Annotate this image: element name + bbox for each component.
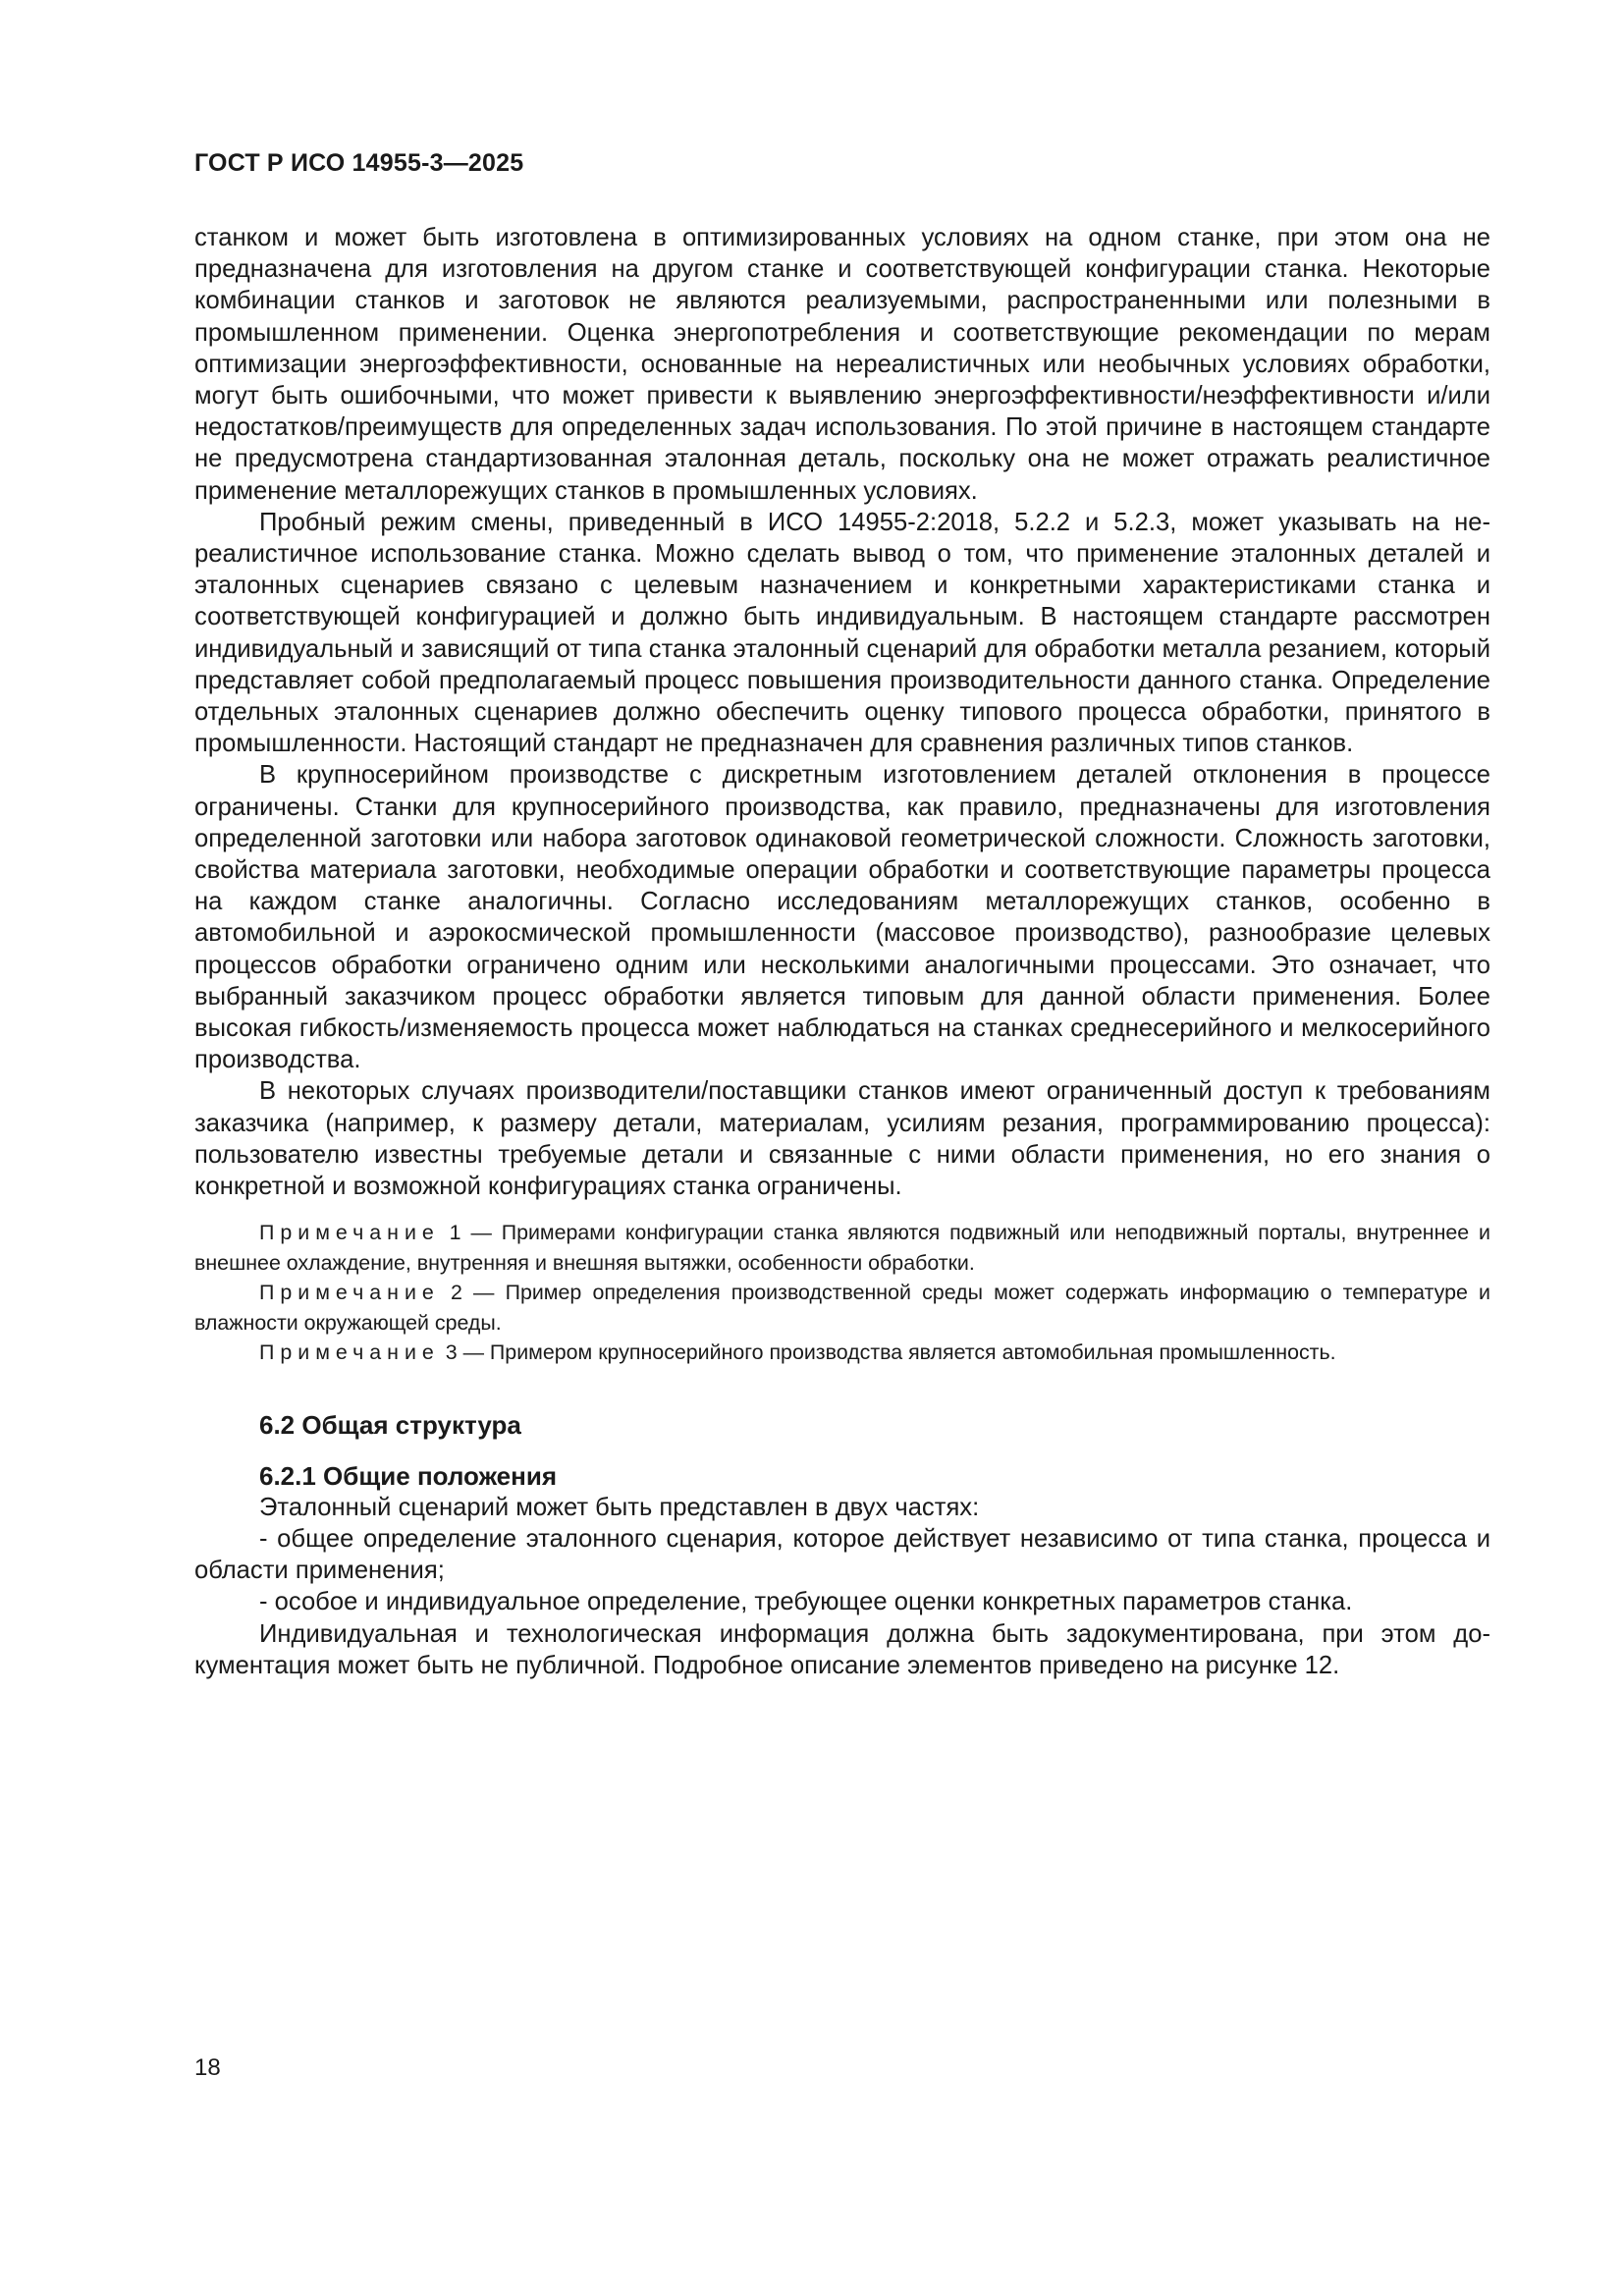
note-label: Примечание xyxy=(259,1281,440,1305)
document-body xyxy=(194,222,1490,1681)
note-label: Примечание xyxy=(259,1340,440,1365)
page-number: 18 xyxy=(194,2054,221,2081)
paragraph-2: Пробный режим смены, приведенный в ИСО 14955-2:2018, 5.2.2 и 5.2.3, может указывать на нереалистичное использование станка. Можно сделать вывод о том, что применение эталонных деталей и эталонных сценариев связано с целевым назначением и конкретными характеристиками станка и соответствующей конфигурацией и должно быть индивидуальным. В настоящем стандарте рассмотрен индивидуальный и зависящий от типа станка эталонный сценарий для обработки металла резанием, который представляет собой предполагаемый процесс повышения производительности данного станка. Определение отдельных эталонных сценариев должно обеспечить оценку типового процесса обработки, принятого в промышленности. Настоящий стандарт не предназначен для сравнения различных типов станков. xyxy=(194,508,1490,758)
note-3 xyxy=(194,1338,1490,1368)
notes-block xyxy=(194,1218,1490,1368)
list-item: - общее определение эталонного сценария, которое действует независимо от типа станка, процесса и области применения; xyxy=(194,1525,1490,1585)
document-header: ГОСТ Р ИСО 14955-3—2025 xyxy=(194,149,524,177)
note-label: Примечание xyxy=(259,1221,440,1245)
note-text: 1 — Примерами конфигурации станка являются подвижный или неподвижный порталы, внутреннее и внешнее охлаждение, внутренняя и внешняя вытяжки, особенности обработки. xyxy=(194,1221,1490,1275)
paragraph-4: В некоторых случаях производители/поставщики станков имеют ограниченный доступ к требованиям заказчика (например, к размеру детали, материалам, усилиям резания, программированию процесса): пользователю известны требуемые детали и связанные с ними области применения, но его знания о конкретной и возможной конфигурациях станка ограничены. xyxy=(194,1077,1490,1201)
paragraph-3: В крупносерийном производстве с дискретным изготовлением деталей отклонения в процессе ограничены. Станки для крупносерийного производства, как правило, предназначены для изготовления определенной заготовки или набора заготовок одинаковой геометрической сложности. Сложность заготовки, свойства материала заготовки, необходимые операции обработки и соответствующие параметры процесса на каждом станке аналогичны. Согласно исследованиям металлорежущих станков, особенно в автомобильной и аэрокосмической промышленности (массовое производство), разнообразие целевых процессов обработки ограничено одним или несколькими аналогичными процессами. Это означает, что выбранный заказчиком процесс обработки является типовым для данной области применения. Более высокая гибкость/изменяемость процесса может наблюдаться на станках среднесерийного и мелкосерийного производства. xyxy=(194,761,1490,1074)
note-2 xyxy=(194,1278,1490,1338)
note-text: 3 — Примером крупносерийного производства является автомобильная промышленность. xyxy=(439,1340,1336,1365)
section-heading: 6.2 Общая структура xyxy=(259,1409,521,1440)
section-closing: Индивидуальная и технологическая информация должна быть задокументирована, при этом документация может быть не публичной. Подробное описание элементов приведено на рисунке 12. xyxy=(194,1619,1490,1679)
subsection-heading: 6.2.1 Общие положения xyxy=(259,1460,557,1491)
section-intro: Эталонный сценарий может быть представлен в двух частях: xyxy=(259,1493,980,1521)
note-1 xyxy=(194,1218,1490,1278)
note-text: 2 — Пример определения производственной среды может содержать информацию о температуре и влажности окружающей среды. xyxy=(194,1281,1490,1335)
list-item: - особое и индивидуальное определение, требующее оценки конкретных параметров станка. xyxy=(259,1588,1353,1616)
paragraph-1: станком и может быть изготовлена в оптимизированных условиях на одном станке, при этом она не предназначена для изготовления на другом станке и соответствующей конфигурации станка. Некоторые комбинации станков и заготовок не являются реализуемыми, распространенными или полезными в промышленном применении. Оценка энергопотребления и соответствующие рекомендации по мерам оптимизации энергоэффективности, основанные на нереалистичных или необычных условиях обработки, могут быть ошибочными, что может привести к выявлению энергоэффективности/неэффективности и/или недостатков/преимуществ для определенных задач использования. По этой причине в настоящем стандарте не предусмотрена стандартизованная эталонная деталь, поскольку она не может отражать реалистичное применение металлорежущих станков в промышленных условиях. xyxy=(194,224,1490,505)
